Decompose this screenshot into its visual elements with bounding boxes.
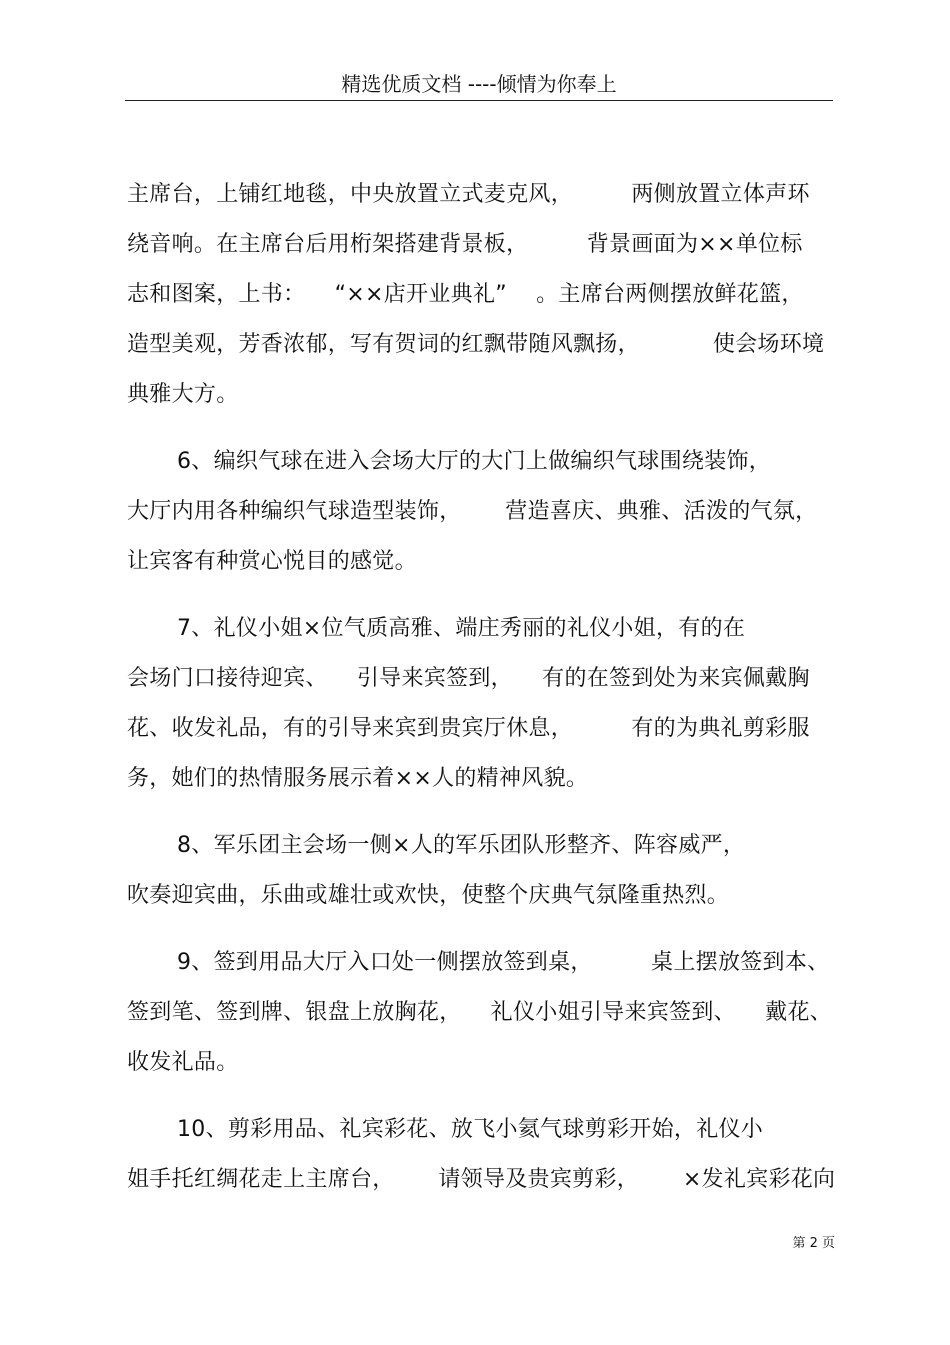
text-line: 收发礼品。 [127,1050,239,1075]
text-line: 主席台，上铺红地毯，中央放置立式麦克风， 两侧放置立体声环 [127,182,810,207]
text-line: 9、签到用品大厅入口处一侧摆放签到桌， 桌上摆放签到本、 [177,950,830,975]
paragraph-balloons [127,437,827,587]
paragraph-ribbon [127,1105,836,1205]
paragraph-band [127,821,827,921]
paragraph-gap [127,921,827,938]
text-line: 6、编织气球在进入会场大厅的大门上做编织气球围绕装饰， [177,449,772,474]
text-line: 典雅大方。 [127,382,239,407]
paragraph-gap [127,804,827,821]
text-line: 会场门口接待迎宾、 引导来宾签到， 有的在签到处为来宾佩戴胸 [127,666,810,691]
text-line: 10、剪彩用品、礼宾彩花、放飞小氦气球剪彩开始，礼仪小 [177,1117,764,1142]
text-line: 7、礼仪小姐×位气质高雅、端庄秀丽的礼仪小姐，有的在 [177,616,746,641]
text-line: 造型美观，芳香浓郁，写有贺词的红飘带随风飘扬， 使会场环境 [127,332,825,357]
text-line: 大厅内用各种编织气球造型装饰， 营造喜庆、典雅、活泼的气氛， [127,499,818,524]
text-line: 姐手托红绸花走上主席台， 请领导及贵宾剪彩， ×发礼宾彩花向 [127,1167,836,1192]
paragraph-etiquette [127,604,827,804]
paragraph-gap [127,420,827,437]
text-line: 志和图案，上书： “××店开业典礼” 。主席台两侧摆放鲜花篮， [127,282,804,307]
paragraph-signin [127,938,833,1088]
paragraph-gap [127,587,827,604]
text-line: 签到笔、签到牌、银盘上放胸花， 礼仪小姐引导来宾签到、 戴花、 [127,1000,833,1025]
page-number: 第 2 页 [792,1236,835,1251]
header-divider [125,100,833,101]
text-line: 花、收发礼品，有的引导来宾到贵宾厅休息， 有的为典礼剪彩服 [127,716,810,741]
paragraph-stage [127,170,827,420]
text-line: 让宾客有种赏心悦目的感觉。 [127,549,417,574]
page-header: 精选优质文档 ----倾情为你奉上 [341,72,617,96]
text-line: 务，她们的热情服务展示着××人的精神风貌。 [127,766,589,791]
document-body [127,170,836,1205]
text-line: 吹奏迎宾曲，乐曲或雄壮或欢快，使整个庆典气氛隆重热烈。 [127,883,730,908]
paragraph-gap [127,1088,827,1105]
text-line: 8、军乐团主会场一侧×人的军乐团队形整齐、阵容威严， [177,833,746,858]
text-line: 绕音响。在主席台后用桁架搭建背景板， 背景画面为××单位标 [127,232,803,257]
